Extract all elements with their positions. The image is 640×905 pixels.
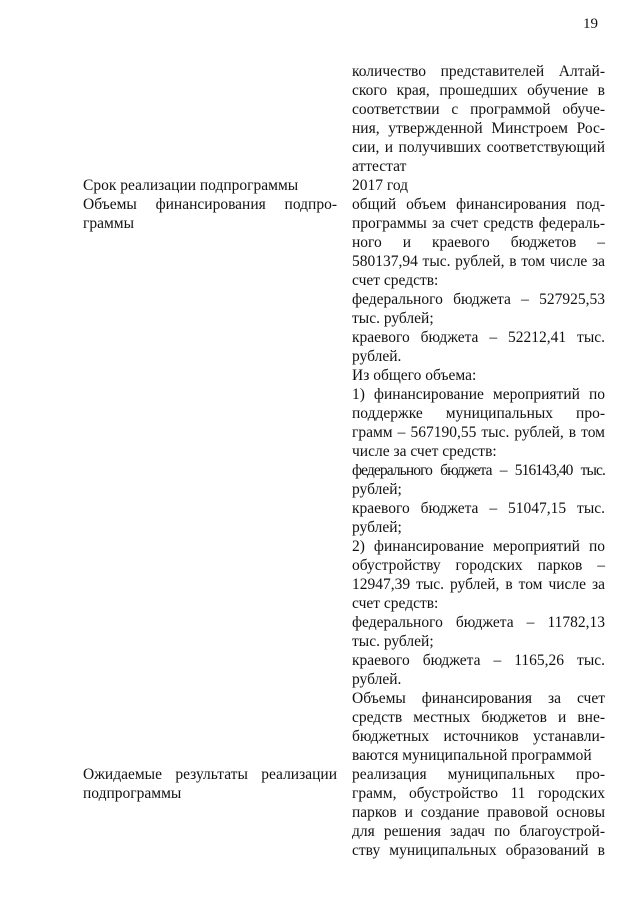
funding-value-line: рублей. (352, 348, 402, 365)
funding-value-line: 1) финансирование мероприятий по (352, 386, 605, 403)
funding-value-line: 2) финансирование мероприятий по (352, 538, 605, 555)
intro-line: аттестат (352, 158, 407, 175)
funding-value-line: счет средств: (352, 272, 439, 289)
funding-value-line: краевого бюджета – 1165,26 тыс. (352, 652, 605, 669)
funding-value-line: средств местных бюджетов и вне- (352, 709, 605, 726)
intro-line: сии, и получивших соответствующий (352, 139, 605, 156)
page-number: 19 (583, 16, 598, 32)
funding-value-line: тыс. рублей; (352, 633, 434, 650)
funding-value-line: числе за счет средств: (352, 443, 497, 460)
intro-line: соответствии с программой обуче- (352, 101, 605, 118)
funding-value-line: счет средств: (352, 595, 439, 612)
funding-value-line: тыс. рублей; (352, 310, 434, 327)
funding-value-line: программы за счет средств федераль- (352, 215, 605, 232)
results-label-line: подпрограммы (83, 785, 182, 802)
funding-value-line: Объемы финансирования за счет (352, 690, 605, 707)
results-value-line: реализация муниципальных про- (352, 766, 605, 783)
funding-value-line: ваются муниципальной программой (352, 747, 592, 764)
results-value-line: ству муниципальных образований в (352, 842, 605, 859)
funding-value-line: краевого бюджета – 52212,41 тыс. (352, 329, 605, 346)
intro-line: ния, утвержденной Минстроем Рос- (352, 120, 605, 137)
results-value-line: грамм, обустройство 11 городских (352, 785, 605, 802)
results-label-line: Ожидаемые результаты реализации (83, 766, 337, 783)
funding-value-line: рублей; (352, 519, 402, 536)
funding-value-line: бюджетных источников устанавли- (352, 728, 605, 745)
funding-value-line: рублей; (352, 481, 402, 498)
intro-line: ского края, прошедших обучение в (352, 82, 605, 99)
funding-value-line: 12947,39 тыс. рублей, в том числе за (352, 576, 605, 593)
funding-value-line: грамм – 567190,55 тыс. рублей, в том (352, 424, 605, 441)
funding-value-line: федерального бюджета – 11782,13 (352, 614, 605, 631)
funding-value-line: краевого бюджета – 51047,15 тыс. (352, 500, 605, 517)
intro-line: количество представителей Алтай- (352, 63, 605, 80)
funding-value-line: федерального бюджета – 527925,53 (352, 291, 605, 308)
funding-value-line: обустройству городских парков – (352, 557, 605, 574)
results-value-line: для решения задач по благоустрой- (352, 823, 605, 840)
funding-value-line: ного и краевого бюджетов – (352, 234, 605, 251)
funding-label-line: граммы (83, 215, 135, 232)
funding-value-line: федерального бюджета – 516143,40 тыс. (352, 462, 605, 479)
funding-value-line: общий объем финансирования под- (352, 196, 605, 213)
term-label: Срок реализации подпрограммы (83, 177, 299, 194)
term-value: 2017 год (352, 177, 409, 194)
funding-value-line: поддержке муниципальных про- (352, 405, 605, 422)
funding-value-line: рублей. (352, 671, 402, 688)
funding-label-line: Объемы финансирования подпро- (83, 196, 337, 213)
funding-value-line: Из общего объема: (352, 367, 477, 384)
results-value-line: парков и создание правовой основы (352, 804, 605, 821)
funding-value-line: 580137,94 тыс. рублей, в том числе за (352, 253, 605, 270)
